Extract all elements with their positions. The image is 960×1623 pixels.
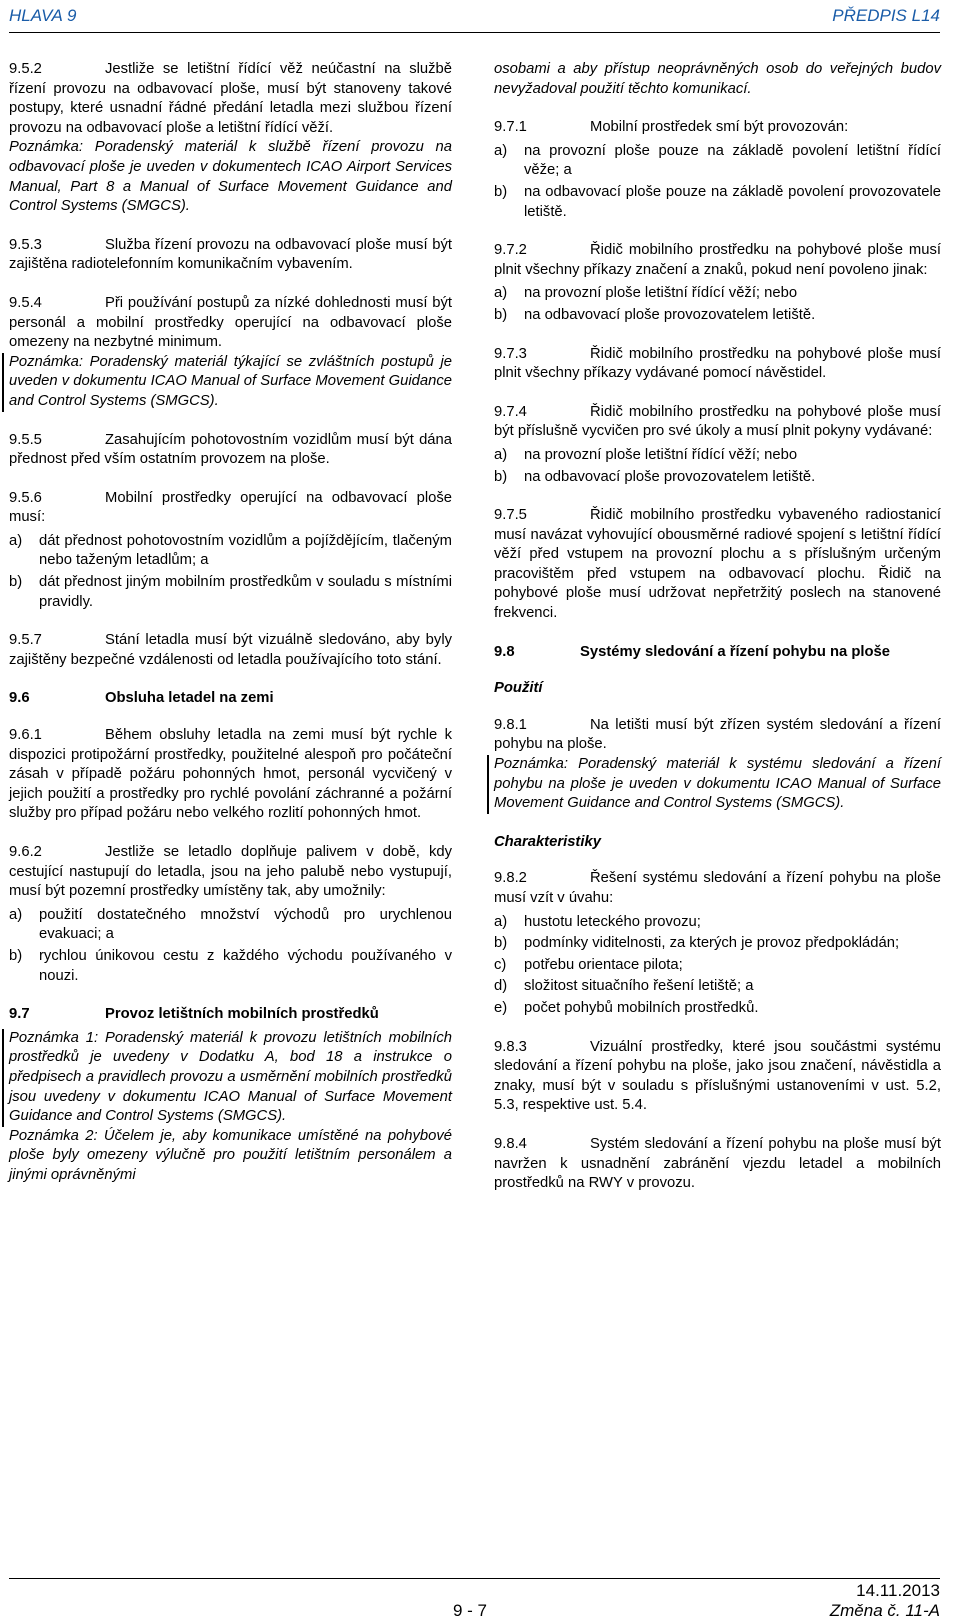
left-column [9, 60, 452, 1186]
item-label: b) [494, 183, 508, 200]
item-list [494, 284, 941, 325]
section-text: Řešení systému sledování a řízení pohybu na ploše musí vzít v úvahu: [494, 870, 941, 906]
section-text: Řidič mobilního prostředku vybaveného radiostanicí musí navázat vyhovující obousměrné radiové spojení s letištní řídící věží před vstupem na provozní plochu a s příslušným určeným pracovištěm před vstupem na odbavovací plochu. Řidič na pohybové ploše musí udržovat nepřetržitý poslech na stanovené frekvenci. [494, 507, 941, 622]
note-2: Poznámka 2: Účelem je, aby komunikace umístěné na pohybové ploše byly omezeny výlučně pro použití letištním personálem a jinými oprávněnými [9, 1127, 452, 1183]
section-number: 9.7.1 [494, 119, 527, 136]
list-item [494, 183, 941, 222]
item-label: a) [494, 285, 508, 302]
section-number: 9.8.3 [494, 1038, 527, 1055]
item-label: b) [494, 468, 508, 485]
section-9-5-7 [9, 631, 452, 670]
item-label: d) [494, 978, 508, 995]
item-text: na provozní ploše letištní řídící věží; nebo [524, 446, 798, 463]
section-9-5-6 [9, 489, 452, 613]
section-9-5-5 [9, 431, 452, 470]
regulation-title: PŘEDPIS L14 [832, 6, 940, 25]
section-number: 9.5.5 [9, 431, 42, 448]
item-label: b) [494, 306, 508, 323]
section-text: Řidič mobilního prostředku na pohybové ploše musí plnit všechny příkazy vydávané pomocí návěstidel. [494, 345, 941, 382]
list-item [494, 142, 941, 181]
heading-text: Obsluha letadel na zemi [105, 690, 274, 707]
list-item [494, 446, 941, 466]
section-text: Během obsluhy letadla na zemi musí být rychle k dispozici protipožární prostředky, použitelné alespoň pro počáteční zásah v případě požáru pohonných hmot, personál vycvičený v jejich použití a prostředky pro rychlé povolání záchranné a požární služby pro případ požáru nebo velkého rozlití pohonných hmot. [9, 727, 452, 822]
section-9-7-2 [494, 241, 941, 325]
section-number: 9.6.1 [9, 727, 42, 744]
list-item [9, 532, 452, 571]
section-number: 9.5.4 [9, 294, 42, 311]
note-with-change-bar [2, 353, 452, 412]
item-text: na odbavovací ploše provozovatelem letiště. [524, 306, 816, 323]
subheading-pouziti: Použití [494, 680, 543, 697]
list-item [494, 306, 941, 326]
note-text: Poznámka: Poradenský materiál k systému sledování a řízení pohybu na ploše je uveden v dokumentu ICAO Manual of Surface Movement Guidance and Control Systems (SMGCS). [494, 756, 941, 812]
section-number: 9.6.2 [9, 844, 42, 860]
section-number: 9.5.6 [9, 489, 42, 506]
section-text: Řidič mobilního prostředku na pohybové ploše musí plnit všechny příkazy značení a znaků, pokud není povoleno jinak: [494, 242, 941, 278]
item-text: rychlou únikovou cestu z každého východu používaného v nouzi. [39, 947, 452, 984]
item-list [494, 913, 941, 1019]
list-item [494, 284, 941, 304]
section-9-7-3 [494, 345, 941, 384]
item-label: b) [9, 574, 23, 591]
section-9-7-4 [494, 403, 941, 487]
section-number: 9.5.7 [9, 632, 42, 649]
section-number: 9.5.3 [9, 236, 42, 253]
section-9-7-1 [494, 118, 941, 222]
item-label: a) [494, 913, 508, 930]
section-text: Systém sledování a řízení pohybu na ploše musí být navržen k usnadnění zabránění vjezdu letadel a mobilních prostředků na RWY v provozu. [494, 1135, 941, 1192]
section-text: Zasahujícím pohotovostním vozidlům musí být dána přednost před vším ostatním provozem na ploše. [9, 431, 452, 468]
list-item [494, 468, 941, 488]
page-header [9, 6, 940, 33]
note-1: Poznámka 1: Poradenský materiál k provozu letištních mobilních prostředků je uvedeny v Dodatku A, bod 18 a instrukce o předpisech a pravidlech provozu a usměrnění mobilních prostředků jsou uvedeny v dokumentu ICAO Manual of Surface Movement Guidance and Control Systems (SMGCS). [2, 1029, 452, 1127]
item-text: na odbavovací ploše provozovatelem letiště. [524, 468, 816, 485]
section-9-8-3 [494, 1038, 941, 1116]
list-item [9, 906, 452, 945]
list-item [494, 934, 941, 954]
item-text: dát přednost pohotovostním vozidlům a pojíždějícím, tlačeným nebo taženým letadlům; a [39, 532, 452, 569]
section-text: Mobilní prostředek smí být provozován: [590, 119, 849, 136]
item-label: c) [494, 956, 507, 973]
section-number: 9.8.4 [494, 1135, 527, 1152]
section-text: Jestliže se letadlo doplňuje palivem v době, kdy cestující nastupují do letadla, jsou na jeho palubě nebo vystupují, musí být pozemní prostředky umístěny tak, aby umožnily: [9, 844, 452, 900]
note: Poznámka: Poradenský materiál k službě řízení provozu na odbavovací ploše je uveden v dokumentech ICAO Airport Services Manual, Part 8 a Manual of Surface Movement Guidance and Control Systems (SMGCS). [9, 139, 452, 215]
revision-date: 14.11.2013 [856, 1581, 940, 1600]
list-item [494, 913, 941, 933]
item-list [9, 906, 452, 986]
section-9-6-2 [9, 843, 452, 986]
section-text: Na letišti musí být zřízen systém sledování a řízení pohybu na ploše. [494, 716, 941, 753]
amendment-number: Změna č. 11-A [829, 1601, 940, 1620]
item-label: a) [494, 446, 508, 463]
section-text: Vizuální prostředky, které jsou součástmi systému sledování a řízení pohybu na ploše, jako jsou značení, návěstidla a znaky, musí být v souladu s příslušnými ustanoveními v ust. 5.2, 5.3, respektive ust. 5.4. [494, 1038, 941, 1114]
section-text: Řidič mobilního prostředku na pohybové ploše musí být příslušně vycvičen pro své úkoly a musí plnit pokyny vydávané: [494, 403, 941, 440]
heading-number: 9.8 [494, 643, 515, 660]
item-text: počet pohybů mobilních prostředků. [524, 999, 759, 1016]
section-number: 9.7.3 [494, 345, 527, 362]
section-9-8-4 [494, 1135, 941, 1194]
heading-number: 9.7 [9, 1006, 30, 1023]
section-text: Jestliže se letištní řídící věž neúčastní na službě řízení provozu na odbavovací ploše, musí být stanoveny takové postupy, které usnadní řádné předání letadla mezi službou řízení provozu na odbavovací ploše a letištní řídící věží. [9, 61, 452, 136]
section-number: 9.7.5 [494, 507, 527, 524]
item-label: a) [494, 142, 508, 159]
heading-9-8 [494, 643, 941, 663]
page-number: 9 - 7 [453, 1601, 488, 1620]
section-9-8-2 [494, 869, 941, 1018]
item-list [494, 142, 941, 222]
note-continuation [494, 60, 941, 99]
item-text: složitost situačního řešení letiště; a [524, 978, 754, 995]
section-number: 9.5.2 [9, 61, 42, 77]
section-9-5-3 [9, 236, 452, 275]
section-number: 9.7.2 [494, 242, 527, 259]
note-text: Poznámka: Poradenský materiál týkající se zvláštních postupů je uveden v dokumentu ICAO Manual of Surface Movement Guidance and Control Systems (SMGCS). [9, 353, 452, 409]
heading-text: Provoz letištních mobilních prostředků [105, 1006, 379, 1023]
list-item [9, 947, 452, 986]
item-text: dát přednost jiným mobilním prostředkům v souladu s místními pravidly. [39, 574, 452, 610]
heading-text: Systémy sledování a řízení pohybu na ploše [580, 643, 891, 660]
section-9-7-5 [494, 506, 941, 624]
item-text: použití dostatečného množství východů pro urychlenou evakuaci; a [39, 906, 452, 943]
section-9-8-1 [494, 716, 941, 814]
section-text: Služba řízení provozu na odbavovací ploše musí být zajištěna radiotelefonním komunikačním vybavením. [9, 236, 452, 273]
page-footer [9, 1578, 940, 1623]
section-number: 9.8.2 [494, 870, 527, 887]
section-9-5-4 [9, 294, 452, 412]
section-number: 9.7.4 [494, 403, 527, 420]
item-label: b) [9, 947, 23, 964]
item-text: na odbavovací ploše pouze na základě povolení provozovatele letiště. [524, 183, 941, 220]
heading-9-7 [9, 1005, 452, 1025]
note-text: osobami a aby přístup neoprávněných osob do veřejných budov nevyžadoval použití těchto komunikací. [494, 61, 941, 97]
item-label: a) [9, 906, 23, 923]
section-number: 9.8.1 [494, 716, 527, 733]
list-item [9, 573, 452, 612]
section-9-6-1 [9, 726, 452, 824]
item-label: a) [9, 532, 23, 549]
item-text: na provozní ploše pouze na základě povolení letištní řídící věže; a [524, 142, 941, 179]
section-9-5-2 [9, 60, 452, 217]
note-with-change-bar [487, 755, 941, 814]
heading-number: 9.6 [9, 690, 30, 707]
chapter-title: HLAVA 9 [9, 6, 77, 25]
item-list [494, 446, 941, 487]
item-text: podmínky viditelnosti, za kterých je provoz předpokládán; [524, 935, 900, 952]
right-column [494, 60, 941, 1213]
item-text: potřebu orientace pilota; [524, 956, 683, 973]
item-list [9, 532, 452, 612]
list-item [494, 999, 941, 1019]
section-text: Stání letadla musí být vizuálně sledováno, aby byly zajištěny bezpečné vzdálenosti od letadla používajícího toto stání. [9, 632, 452, 668]
heading-9-6 [9, 689, 452, 709]
section-text: Mobilní prostředky operující na odbavovací ploše musí: [9, 489, 452, 526]
item-text: hustotu leteckého provozu; [524, 913, 701, 930]
subheading-charakteristiky: Charakteristiky [494, 833, 601, 850]
item-label: b) [494, 935, 508, 952]
item-text: na provozní ploše letištní řídící věží; nebo [524, 285, 798, 302]
item-label: e) [494, 999, 508, 1016]
list-item [494, 977, 941, 997]
section-text: Při používání postupů za nízké dohlednosti musí být personál a mobilní prostředky operující na odbavovací ploše omezeny na nezbytné minimum. [9, 294, 452, 351]
list-item [494, 956, 941, 976]
